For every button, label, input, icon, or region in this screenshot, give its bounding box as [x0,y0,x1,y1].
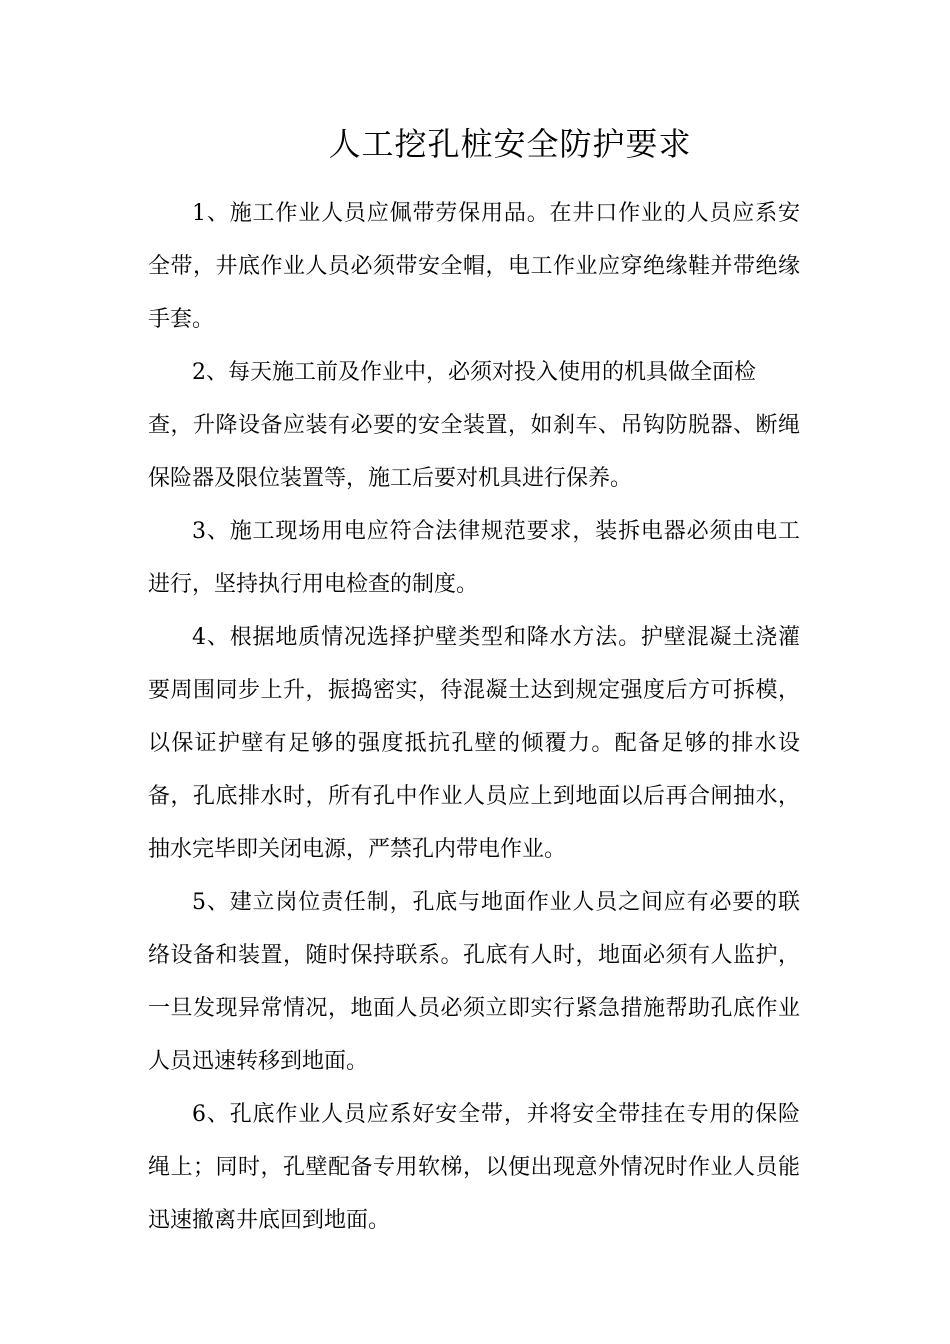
paragraph-line: 6、孔底作业人员应系好安全带，并将安全带挂在专用的保险 [192,1102,800,1127]
paragraph-4 [148,611,800,876]
paragraph-5 [148,876,800,1088]
paragraph-3 [148,505,800,611]
document-body [148,187,800,1247]
paragraph-line: 迅速撤离井底回到地面。 [148,1208,391,1233]
paragraph-line: 进行，坚持执行用电检查的制度。 [148,572,479,597]
paragraph-line: 络设备和装置，随时保持联系。孔底有人时，地面必须有人监护， [148,943,800,968]
paragraph-line: 3、施工现场用电应符合法律规范要求，装拆电器必须由电工 [192,519,800,544]
paragraph-line: 2、每天施工前及作业中，必须对投入使用的机具做全面检 [192,360,756,385]
paragraph-2 [148,346,800,505]
paragraph-line: 1、施工作业人员应佩带劳保用品。在井口作业的人员应系安 [192,201,800,226]
paragraph-line: 抽水完毕即关闭电源，严禁孔内带电作业。 [148,837,567,862]
paragraph-line: 手套。 [148,307,215,332]
paragraph-line: 人员迅速转移到地面。 [148,1049,369,1074]
document-title: 人工挖孔桩安全防护要求 [328,125,692,163]
paragraph-line: 一旦发现异常情况，地面人员必须立即实行紧急措施帮助孔底作业 [148,996,800,1021]
paragraph-line: 绳上；同时，孔壁配备专用软梯，以便出现意外情况时作业人员能 [148,1155,800,1180]
paragraph-1 [148,187,800,346]
paragraph-line: 要周围同步上升，振捣密实，待混凝土达到规定强度后方可拆模， [148,678,800,703]
paragraph-line: 4、根据地质情况选择护壁类型和降水方法。护壁混凝土浇灌 [192,625,800,650]
paragraph-line: 全带，井底作业人员必须带安全帽，电工作业应穿绝缘鞋并带绝缘 [148,254,800,279]
paragraph-line: 5、建立岗位责任制，孔底与地面作业人员之间应有必要的联 [192,890,800,915]
paragraph-line: 备，孔底排水时，所有孔中作业人员应上到地面以后再合闸抽水， [148,784,800,809]
paragraph-6 [148,1088,800,1247]
paragraph-line: 查，升降设备应装有必要的安全装置，如刹车、吊钩防脱器、断绳 [148,413,800,438]
paragraph-line: 保险器及限位装置等，施工后要对机具进行保养。 [148,466,633,491]
paragraph-line: 以保证护壁有足够的强度抵抗孔壁的倾覆力。配备足够的排水设 [148,731,800,756]
